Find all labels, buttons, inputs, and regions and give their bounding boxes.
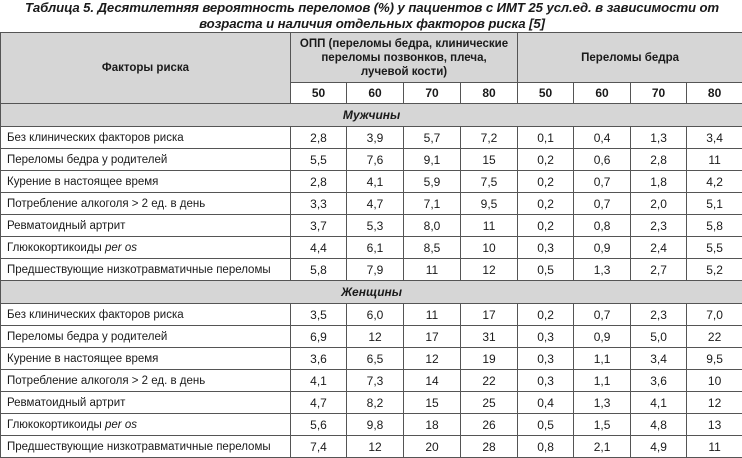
header-opp: ОПП (переломы бедра, клинические переломы позвонков, плеча, лучевой кости) bbox=[291, 33, 518, 83]
hip-value-cell: 1,3 bbox=[631, 127, 687, 149]
hip-value-cell: 1,1 bbox=[574, 348, 631, 370]
hip-value-cell: 4,1 bbox=[631, 392, 687, 414]
opp-value-cell: 5,8 bbox=[291, 259, 347, 281]
header-age: 80 bbox=[461, 83, 518, 104]
opp-value-cell: 7,5 bbox=[461, 171, 518, 193]
hip-value-cell: 2,3 bbox=[631, 304, 687, 326]
opp-value-cell: 3,3 bbox=[291, 193, 347, 215]
hip-value-cell: 0,1 bbox=[518, 127, 574, 149]
risk-factor-cell: Глюкокортикоиды per os bbox=[1, 414, 291, 436]
opp-value-cell: 5,9 bbox=[404, 171, 461, 193]
risk-factor-cell: Глюкокортикоиды per os bbox=[1, 237, 291, 259]
risk-factor-cell: Курение в настоящее время bbox=[1, 348, 291, 370]
opp-value-cell: 4,1 bbox=[347, 171, 404, 193]
opp-value-cell: 2,8 bbox=[291, 171, 347, 193]
hip-value-cell: 0,8 bbox=[574, 215, 631, 237]
hip-value-cell: 0,8 bbox=[518, 436, 574, 458]
hip-value-cell: 0,3 bbox=[518, 370, 574, 392]
table-row bbox=[1, 127, 742, 149]
table-row bbox=[1, 392, 742, 414]
fracture-probability-table bbox=[0, 32, 742, 458]
table-body bbox=[1, 104, 742, 458]
hip-value-cell: 0,5 bbox=[518, 259, 574, 281]
section-title: Мужчины bbox=[1, 104, 742, 127]
hip-value-cell: 2,4 bbox=[631, 237, 687, 259]
hip-value-cell: 5,1 bbox=[687, 193, 742, 215]
opp-value-cell: 17 bbox=[404, 326, 461, 348]
opp-value-cell: 4,4 bbox=[291, 237, 347, 259]
opp-value-cell: 9,8 bbox=[347, 414, 404, 436]
hip-value-cell: 2,1 bbox=[574, 436, 631, 458]
hip-value-cell: 1,1 bbox=[574, 370, 631, 392]
hip-value-cell: 0,2 bbox=[518, 304, 574, 326]
opp-value-cell: 15 bbox=[404, 392, 461, 414]
table-row bbox=[1, 171, 742, 193]
opp-value-cell: 3,6 bbox=[291, 348, 347, 370]
hip-value-cell: 3,6 bbox=[631, 370, 687, 392]
table-row bbox=[1, 149, 742, 171]
hip-value-cell: 2,3 bbox=[631, 215, 687, 237]
opp-value-cell: 11 bbox=[404, 304, 461, 326]
opp-value-cell: 18 bbox=[404, 414, 461, 436]
opp-value-cell: 20 bbox=[404, 436, 461, 458]
header-hip: Переломы бедра bbox=[518, 33, 742, 83]
header-age: 60 bbox=[347, 83, 404, 104]
opp-value-cell: 7,6 bbox=[347, 149, 404, 171]
opp-value-cell: 17 bbox=[461, 304, 518, 326]
hip-value-cell: 9,5 bbox=[687, 348, 742, 370]
opp-value-cell: 9,1 bbox=[404, 149, 461, 171]
header-age: 60 bbox=[574, 83, 631, 104]
header-age: 70 bbox=[631, 83, 687, 104]
opp-value-cell: 11 bbox=[461, 215, 518, 237]
risk-factor-cell: Предшествующие низкотравматичные переломы bbox=[1, 436, 291, 458]
opp-value-cell: 5,6 bbox=[291, 414, 347, 436]
risk-factor-cell: Потребление алкоголя > 2 ед. в день bbox=[1, 370, 291, 392]
hip-value-cell: 22 bbox=[687, 326, 742, 348]
opp-value-cell: 5,3 bbox=[347, 215, 404, 237]
table-row bbox=[1, 436, 742, 458]
hip-value-cell: 0,5 bbox=[518, 414, 574, 436]
hip-value-cell: 0,2 bbox=[518, 149, 574, 171]
risk-factor-cell: Переломы бедра у родителей bbox=[1, 149, 291, 171]
hip-value-cell: 0,9 bbox=[574, 326, 631, 348]
hip-value-cell: 0,4 bbox=[574, 127, 631, 149]
hip-value-cell: 5,5 bbox=[687, 237, 742, 259]
risk-factor-cell: Курение в настоящее время bbox=[1, 171, 291, 193]
opp-value-cell: 26 bbox=[461, 414, 518, 436]
hip-value-cell: 0,7 bbox=[574, 171, 631, 193]
opp-value-cell: 3,7 bbox=[291, 215, 347, 237]
opp-value-cell: 8,2 bbox=[347, 392, 404, 414]
section-row bbox=[1, 104, 742, 127]
opp-value-cell: 8,5 bbox=[404, 237, 461, 259]
table-row bbox=[1, 304, 742, 326]
opp-value-cell: 4,1 bbox=[291, 370, 347, 392]
hip-value-cell: 0,2 bbox=[518, 171, 574, 193]
opp-value-cell: 6,9 bbox=[291, 326, 347, 348]
opp-value-cell: 31 bbox=[461, 326, 518, 348]
opp-value-cell: 5,7 bbox=[404, 127, 461, 149]
hip-value-cell: 5,8 bbox=[687, 215, 742, 237]
opp-value-cell: 6,0 bbox=[347, 304, 404, 326]
header-age: 50 bbox=[291, 83, 347, 104]
hip-value-cell: 12 bbox=[687, 392, 742, 414]
opp-value-cell: 22 bbox=[461, 370, 518, 392]
opp-value-cell: 5,5 bbox=[291, 149, 347, 171]
risk-factor-cell: Без клинических факторов риска bbox=[1, 127, 291, 149]
opp-value-cell: 4,7 bbox=[291, 392, 347, 414]
opp-value-cell: 6,5 bbox=[347, 348, 404, 370]
hip-value-cell: 0,2 bbox=[518, 193, 574, 215]
hip-value-cell: 2,8 bbox=[631, 149, 687, 171]
table-row bbox=[1, 370, 742, 392]
hip-value-cell: 4,9 bbox=[631, 436, 687, 458]
risk-factor-cell: Ревматоидный артрит bbox=[1, 392, 291, 414]
hip-value-cell: 10 bbox=[687, 370, 742, 392]
table-row bbox=[1, 215, 742, 237]
hip-value-cell: 5,0 bbox=[631, 326, 687, 348]
hip-value-cell: 1,8 bbox=[631, 171, 687, 193]
opp-value-cell: 7,9 bbox=[347, 259, 404, 281]
hip-value-cell: 0,4 bbox=[518, 392, 574, 414]
opp-value-cell: 6,1 bbox=[347, 237, 404, 259]
opp-value-cell: 9,5 bbox=[461, 193, 518, 215]
opp-value-cell: 12 bbox=[347, 436, 404, 458]
opp-value-cell: 7,3 bbox=[347, 370, 404, 392]
header-age: 70 bbox=[404, 83, 461, 104]
header-factors: Факторы риска bbox=[1, 33, 291, 104]
opp-value-cell: 10 bbox=[461, 237, 518, 259]
hip-value-cell: 2,0 bbox=[631, 193, 687, 215]
opp-value-cell: 19 bbox=[461, 348, 518, 370]
risk-factor-cell: Ревматоидный артрит bbox=[1, 215, 291, 237]
hip-value-cell: 4,2 bbox=[687, 171, 742, 193]
hip-value-cell: 0,2 bbox=[518, 215, 574, 237]
risk-factor-cell: Потребление алкоголя > 2 ед. в день bbox=[1, 193, 291, 215]
hip-value-cell: 3,4 bbox=[631, 348, 687, 370]
hip-value-cell: 1,3 bbox=[574, 259, 631, 281]
opp-value-cell: 28 bbox=[461, 436, 518, 458]
table-row bbox=[1, 193, 742, 215]
hip-value-cell: 0,7 bbox=[574, 193, 631, 215]
opp-value-cell: 12 bbox=[347, 326, 404, 348]
table-row bbox=[1, 237, 742, 259]
opp-value-cell: 25 bbox=[461, 392, 518, 414]
table-row bbox=[1, 414, 742, 436]
header-age: 50 bbox=[518, 83, 574, 104]
hip-value-cell: 2,7 bbox=[631, 259, 687, 281]
opp-value-cell: 7,2 bbox=[461, 127, 518, 149]
section-title: Женщины bbox=[1, 281, 742, 304]
opp-value-cell: 8,0 bbox=[404, 215, 461, 237]
opp-value-cell: 3,9 bbox=[347, 127, 404, 149]
table-row bbox=[1, 326, 742, 348]
opp-value-cell: 7,4 bbox=[291, 436, 347, 458]
hip-value-cell: 0,3 bbox=[518, 326, 574, 348]
hip-value-cell: 4,8 bbox=[631, 414, 687, 436]
hip-value-cell: 0,6 bbox=[574, 149, 631, 171]
hip-value-cell: 1,3 bbox=[574, 392, 631, 414]
hip-value-cell: 13 bbox=[687, 414, 742, 436]
table-row bbox=[1, 348, 742, 370]
hip-value-cell: 11 bbox=[687, 436, 742, 458]
hip-value-cell: 7,0 bbox=[687, 304, 742, 326]
opp-value-cell: 3,5 bbox=[291, 304, 347, 326]
hip-value-cell: 0,3 bbox=[518, 348, 574, 370]
hip-value-cell: 0,7 bbox=[574, 304, 631, 326]
hip-value-cell: 0,9 bbox=[574, 237, 631, 259]
risk-factor-cell: Без клинических факторов риска bbox=[1, 304, 291, 326]
opp-value-cell: 12 bbox=[461, 259, 518, 281]
opp-value-cell: 14 bbox=[404, 370, 461, 392]
header-age: 80 bbox=[687, 83, 742, 104]
opp-value-cell: 11 bbox=[404, 259, 461, 281]
risk-factor-cell: Предшествующие низкотравматичные переломы bbox=[1, 259, 291, 281]
opp-value-cell: 2,8 bbox=[291, 127, 347, 149]
hip-value-cell: 5,2 bbox=[687, 259, 742, 281]
opp-value-cell: 12 bbox=[404, 348, 461, 370]
opp-value-cell: 15 bbox=[461, 149, 518, 171]
hip-value-cell: 1,5 bbox=[574, 414, 631, 436]
opp-value-cell: 7,1 bbox=[404, 193, 461, 215]
section-row bbox=[1, 281, 742, 304]
hip-value-cell: 3,4 bbox=[687, 127, 742, 149]
opp-value-cell: 4,7 bbox=[347, 193, 404, 215]
risk-factor-cell: Переломы бедра у родителей bbox=[1, 326, 291, 348]
table-row bbox=[1, 259, 742, 281]
hip-value-cell: 0,3 bbox=[518, 237, 574, 259]
hip-value-cell: 11 bbox=[687, 149, 742, 171]
table-caption: Таблица 5. Десятилетняя вероятность переломов (%) у пациентов с ИМТ 25 усл.ед. в зависимости от возраста и наличия отдельных факторов риска [5] bbox=[24, 0, 720, 31]
